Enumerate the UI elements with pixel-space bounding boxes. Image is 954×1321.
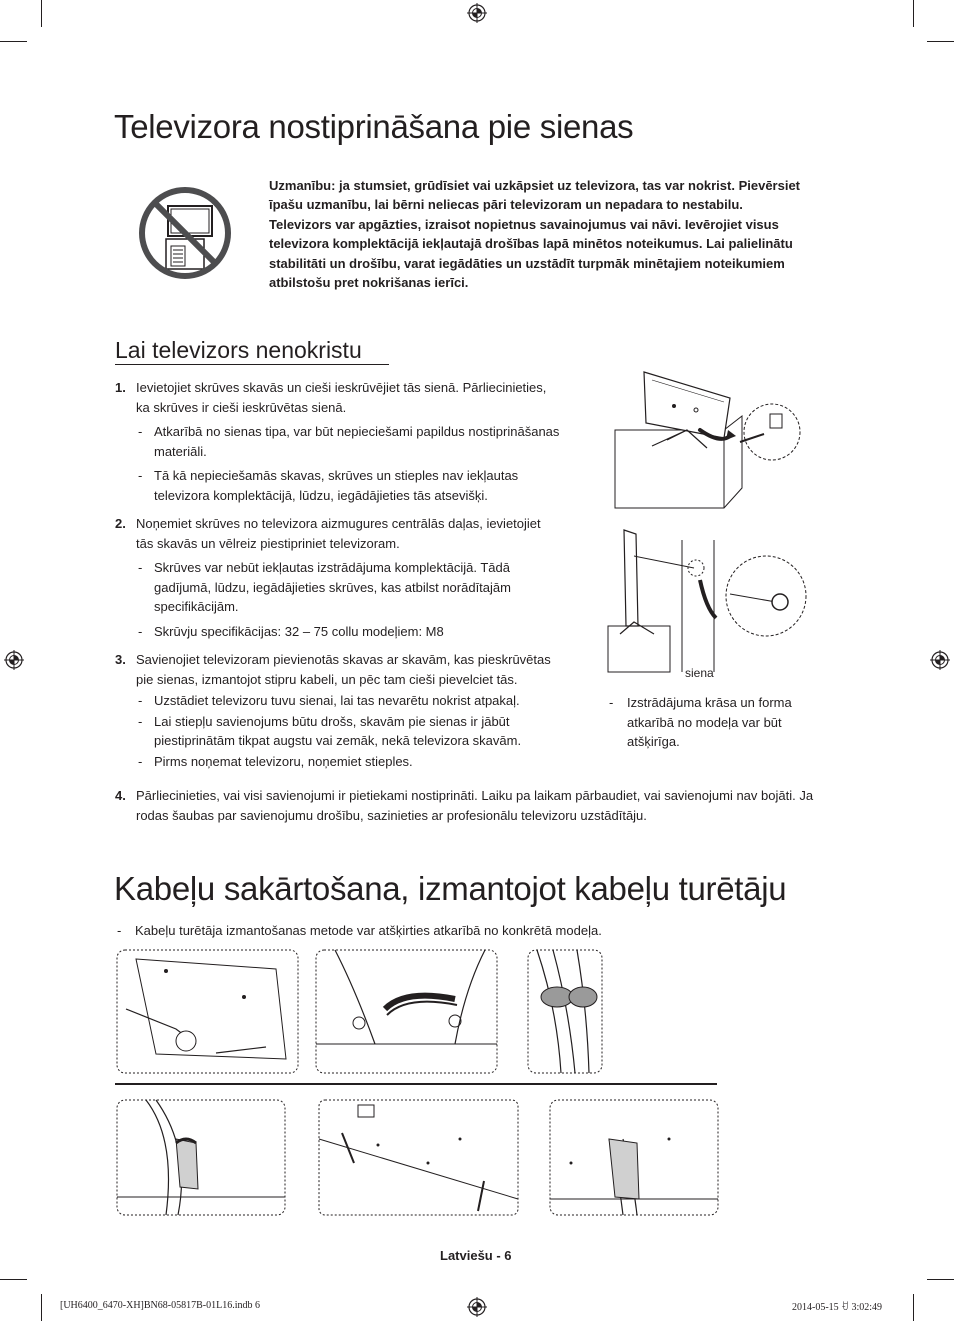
crop-mark — [927, 1279, 954, 1280]
step-item — [115, 378, 560, 417]
section-title: Kabeļu sakārtošana, izmantojot kabeļu turētāju — [114, 870, 787, 907]
step-text: Pārliecinieties, vai visi savienojumi ir pietiekami nostiprināti. Laiku pa laikam pārbaudiet, vai savienojumi nav bojāti. Ja rodas šaubas par savienojumu drošību, sazinieties ar profesionālu televizoru uzstādītāju. — [136, 788, 814, 823]
step-list — [115, 378, 560, 771]
step-text: Ievietojiet skrūves skavās un cieši ieskrūvējiet tās sienā. Pārliecinieties, ka skrūves ir cieši ieskrūvētas sienā. — [136, 380, 547, 415]
section-heading — [115, 337, 362, 364]
crop-mark — [41, 1294, 42, 1321]
dash-bullet: - — [138, 560, 143, 575]
registration-mark-icon — [467, 1297, 487, 1317]
registration-mark-icon — [4, 650, 24, 670]
step-subnote — [115, 558, 560, 617]
section-note-text: Kabeļu turētāja izmantošanas metode var atšķirties atkarībā no konkrētā modeļa. — [135, 923, 602, 938]
dash-bullet: - — [609, 695, 614, 710]
step-text: Noņemiet skrūves no televizora aizmugures centrālās daļas, ievietojiet tās skavās un vēlreiz piestipriniet televizoram. — [136, 516, 541, 551]
no-climbing-warning-icon — [138, 186, 232, 280]
caution-text: Uzmanību: ja stumsiet, grūdīsiet vai uzkāpsiet uz televizora, tas var nokrist. Pievērsiet īpašu uzmanību, lai bērni neliecas pāri televizoram un nepadara to nestabilu. Televizors var apgāzties, izraisot nopietnus savainojumus vai nāvi. Ievērojiet visus televizora komplektācijā iekļautajā drošības lapā minētos noteikumus. Lai palielinātu stabilitāti un drošību, varat iegādāties un uzstādīt turpmāk minētajiem noteikumiem atbilstošu pret nokrišanas ierīci. — [269, 178, 801, 291]
dash-bullet: - — [138, 693, 143, 708]
step-subnote — [115, 712, 560, 751]
crop-mark — [0, 1279, 27, 1280]
step-item — [115, 650, 560, 689]
cable-holder-illustration — [116, 1099, 286, 1216]
figure-note — [609, 693, 824, 752]
page-title: Televizora nostiprināšana pie sienas — [114, 108, 634, 145]
step-number: 3. — [115, 652, 126, 667]
step-subnote — [115, 752, 560, 772]
divider — [115, 1083, 717, 1085]
step-subnote-text: Lai stiepļu savienojums būtu drošs, skavām pie sienas ir jābūt piestiprinātām tikpat augstu vai zemāk, nekā televizora skavām. — [154, 713, 522, 748]
step-subnote — [115, 691, 560, 711]
cable-holder-illustration — [527, 949, 603, 1074]
step-subnote — [115, 622, 560, 642]
step-number: 4. — [115, 788, 126, 803]
registration-mark-icon — [930, 650, 950, 670]
heading-underline — [115, 364, 389, 365]
tv-wall-wire-illustration — [606, 526, 810, 678]
step-subnote-text: Tā kā nepieciešamās skavas, skrūves un stieples nav iekļautas televizora komplektācijā, lūdzu, iegādājieties tās atsevišķi. — [154, 468, 519, 503]
dash-bullet: - — [138, 468, 143, 483]
wall-label: siena — [685, 666, 714, 680]
cable-holder-illustration — [315, 949, 498, 1074]
step-subnote-text: Skrūves var nebūt iekļautas izstrādājuma komplektācijā. Tādā gadījumā, lūdzu, iegādājieties skrūves, kas atbilst norādītajām specifikācijām. — [154, 560, 511, 614]
page-number: Latviešu - 6 — [440, 1248, 512, 1263]
dash-bullet: - — [138, 424, 143, 439]
cable-holder-illustration — [549, 1099, 719, 1216]
step-subnote — [115, 422, 560, 461]
step-subnote-text: Uzstādiet televizoru tuvu sienai, lai tas nevarētu nokrist atpakaļ. — [154, 693, 520, 708]
step-number: 1. — [115, 380, 126, 395]
file-info: [UH6400_6470-XH]BN68-05817B-01L16.indb 6 — [60, 1300, 260, 1311]
section-note — [117, 921, 717, 941]
tv-stand-bracket-illustration — [612, 368, 802, 513]
step-number: 2. — [115, 516, 126, 531]
crop-mark — [913, 1294, 914, 1321]
step-subnote-text: Pirms noņemat televizoru, noņemiet stieples. — [154, 753, 413, 769]
dash-bullet: - — [138, 713, 143, 729]
crop-mark — [913, 0, 914, 27]
crop-mark — [927, 41, 954, 42]
step-subnote-text: Atkarībā no sienas tipa, var būt nepieciešami papildus nostiprināšanas materiāli. — [154, 424, 560, 459]
crop-mark — [41, 0, 42, 27]
dash-bullet: - — [138, 623, 143, 639]
dash-bullet: - — [138, 753, 143, 769]
figure-note-text: Izstrādājuma krāsa un forma atkarībā no modeļa var būt atšķirīga. — [627, 695, 792, 749]
section-heading-text: Lai televizors nenokristu — [115, 337, 362, 363]
print-timestamp: 2014-05-15 ꀀ 3:02:49 — [792, 1302, 883, 1313]
step-text: Savienojiet televizoram pievienotās skavas ar skavām, kas pieskrūvētas pie sienas, izmantojot stipru kabeli, un pēc tam cieši pievelciet tās. — [136, 652, 551, 687]
step-item — [115, 786, 840, 825]
cable-holder-illustration — [116, 949, 299, 1074]
crop-mark — [0, 41, 27, 42]
registration-mark-icon — [467, 3, 487, 23]
step-item — [115, 514, 560, 553]
step-subnote-text: Skrūvju specifikācijas: 32 – 75 collu modeļiem: M8 — [154, 623, 444, 639]
cable-holder-illustration — [318, 1099, 519, 1216]
step-subnote — [115, 466, 560, 505]
dash-bullet: - — [117, 923, 122, 938]
